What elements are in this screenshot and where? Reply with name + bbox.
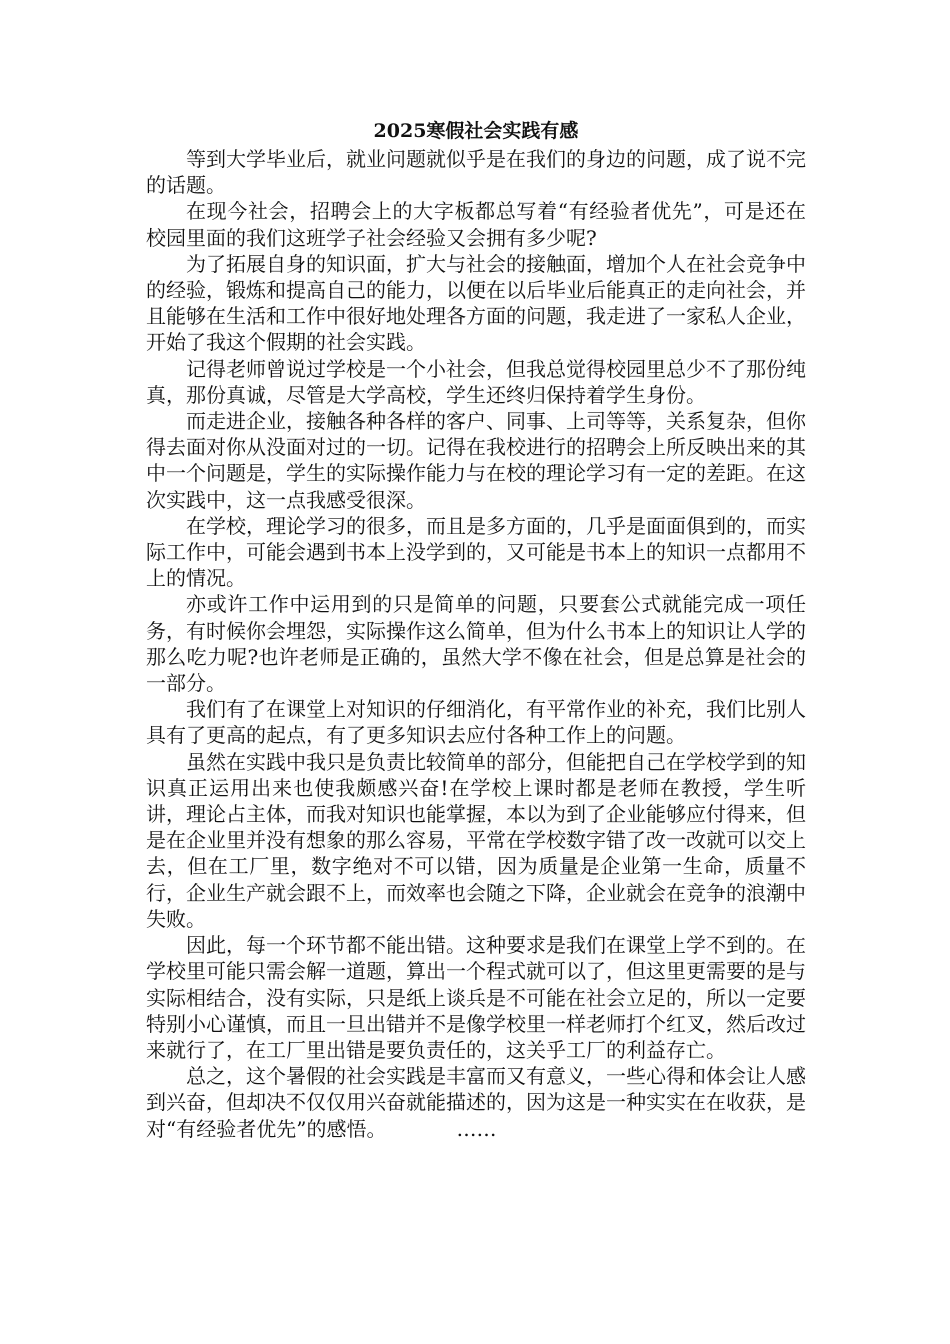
document-title: 2025寒假社会实践有感 bbox=[373, 120, 579, 142]
paragraph: 为了拓展自身的知识面，扩大与社会的接触面，增加个人在社会竞争中的经验，锻炼和提高自己的能力，以便在以后毕业后能真正的走向社会，并且能够在生活和工作中很好地处理各方面的问题，我走进了一家私人企业，开始了我这个假期的社会实践。 bbox=[146, 251, 806, 355]
paragraph: 在学校，理论学习的很多，而且是多方面的，几乎是面面俱到的，而实际工作中，可能会遇到书本上没学到的，又可能是书本上的知识一点都用不上的情况。 bbox=[146, 513, 806, 591]
paragraph: 在现今社会，招聘会上的大字板都总写着“有经验者优先”，可是还在校园里面的我们这班学子社会经验又会拥有多少呢? bbox=[146, 199, 806, 250]
document-body bbox=[146, 118, 806, 1142]
paragraph: 我们有了在课堂上对知识的仔细消化，有平常作业的补充，我们比别人具有了更高的起点，有了更多知识去应付各种工作上的问题。 bbox=[146, 697, 806, 748]
paragraph-final-text: 总之，这个暑假的社会实践是丰富而又有意义，一些心得和体会让人感到兴奋，但却决不仅仅用兴奋就能描述的，因为这是一种实实在在收获，是对“有经验者优先”的感悟。 bbox=[146, 1064, 806, 1141]
paragraph-final bbox=[146, 1063, 806, 1142]
paragraph: 因此，每一个环节都不能出错。这种要求是我们在课堂上学不到的。在学校里可能只需会解一道题，算出一个程式就可以了，但这里更需要的是与实际相结合，没有实际，只是纸上谈兵是不可能在社会立足的，所以一定要特别小心谨慎，而且一旦出错并不是像学校里一样老师打个红叉，然后改过来就行了，在工厂里出错是要负责任的，这关乎工厂的利益存亡。 bbox=[146, 933, 806, 1062]
paragraph: 而走进企业，接触各种各样的客户、同事、上司等等，关系复杂，但你得去面对你从没面对过的一切。记得在我校进行的招聘会上所反映出来的其中一个问题是，学生的实际操作能力与在校的理论学习有一定的差距。在这次实践中，这一点我感受很深。 bbox=[146, 409, 806, 512]
paragraph: 虽然在实践中我只是负责比较简单的部分，但能把自己在学校学到的知识真正运用出来也使我颇感兴奋!在学校上课时都是老师在教授，学生听讲，理论占主体，而我对知识也能掌握，本以为到了企业能够应付得来，但是在企业里并没有想象的那么容易，平常在学校数字错了改一改就可以交上去，但在工厂里，数字绝对不可以错，因为质量是企业第一生命，质量不行，企业生产就会跟不上，而效率也会随之下降，企业就会在竞争的浪潮中失败。 bbox=[146, 749, 806, 931]
paragraph: 等到大学毕业后，就业问题就似乎是在我们的身边的问题，成了说不完的话题。 bbox=[146, 147, 806, 198]
paragraph: 记得老师曾说过学校是一个小社会，但我总觉得校园里总少不了那份纯真，那份真诚，尽管是大学高校，学生还终归保持着学生身份。 bbox=[146, 356, 806, 407]
ellipsis-mark: …… bbox=[456, 1116, 497, 1141]
paragraph: 亦或许工作中运用到的只是简单的问题，只要套公式就能完成一项任务，有时候你会埋怨，实际操作这么简单，但为什么书本上的知识让人学的那么吃力呢?也许老师是正确的，虽然大学不像在社会，但是总算是社会的一部分。 bbox=[146, 592, 806, 696]
